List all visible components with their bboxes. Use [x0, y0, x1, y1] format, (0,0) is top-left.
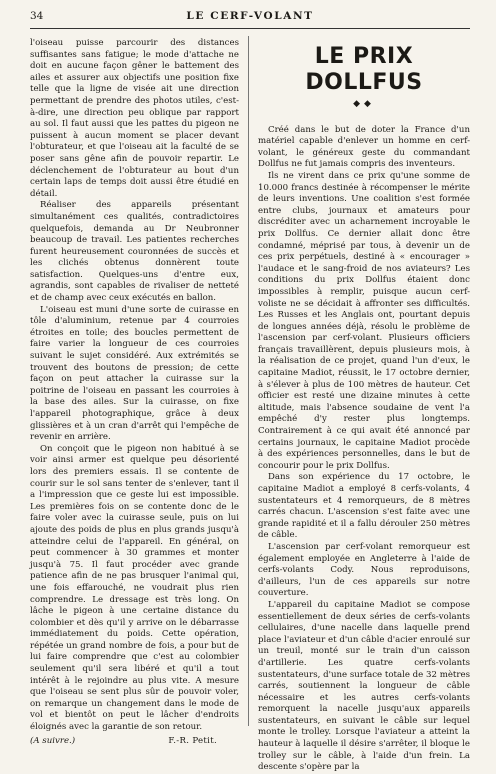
article-title: LE PRIX DOLLFUS — [305, 44, 423, 95]
author-name: F.-R. Petit. — [168, 735, 217, 746]
paragraph: L'appareil du capitaine Madiot se compose essentiellement de deux séries de cerfs-volants cellulaires, d'une nacelle dans laquelle prend place l'aviateur et d'un câble d'acier enroulé sur un treuil, monté sur le train d'un caisson d'artillerie. Les quatre cerfs-volants sustentateurs, d'une surface totale de 32 mètres carrés, soutiennent la longueur de câble nécessaire et les autres cerfs-volants remorquent la nacelle jusqu'aux appareils sustentateurs, en suivant le câble sur lequel monte le trolley. Lorsque l'aviateur a atteint la hauteur à laquelle il désire s'arrêter, il bloque le trolley sur le câble, à l'aide d'un frein. La descente s'opère par la — [258, 599, 470, 773]
page-header — [30, 10, 470, 26]
journal-title: LE CERF-VOLANT — [186, 10, 314, 22]
paragraph: Réaliser des appareils présentant simultanément ces qualités, contradictoires quelquefois, demanda au Dr Neubronner beaucoup de travail. Les patientes recherches furent heureusement couronnées de succès et les clichés obtenus donnèrent toute satisfaction. Quelques-uns d'entre eux, agrandis, sont capables de rivaliser de netteté et de champ avec ceux exécutés en ballon. — [30, 200, 239, 304]
column-divider — [248, 36, 249, 726]
header-rule — [30, 28, 470, 29]
paragraph: L'ascension par cerf-volant remorqueur est également employée en Angleterre à l'aide de cerfs-volants Cody. Nous reproduisons, d'ailleurs, l'un de ces appareils sur notre couverture. — [258, 541, 470, 599]
right-column — [258, 44, 470, 774]
diamond-ornament-icon: ◆◆ — [353, 99, 375, 109]
paragraph: L'oiseau est muni d'une sorte de cuirasse en tôle d'aluminium, retenue par 4 courroies étroites en toile; des boucles permettent de faire varier la longueur de ces courroies suivant le sujet considéré. Aux extrémités se trouvent des boutons de pression; de cette façon on peut attacher la cuirasse sur la poitrine de l'oiseau en passant les courroies à la base des ailes. Sur la cuirasse, on fixe l'appareil photographique, grâce à deux glissières et à un cran d'arrêt qui l'empêche de revenir en arrière. — [30, 304, 239, 443]
article-signature — [30, 736, 239, 748]
continuation-note: (A suivre.) — [30, 735, 76, 746]
paragraph: l'oiseau puisse parcourir des distances suffisantes sans fatigue; le mode d'attache ne doit en aucune façon gêner le battement des ailes et assurer aux objectifs une position fixe telle que la ligne de visée ait une direction permettant de prendre des photos utiles, c'est-à-dire, une direction peu oblique par rapport au sol. Il faut aussi que les pattes du pigeon ne puissent à aucun moment se placer devant l'obturateur, et que l'oiseau ait la faculté de se poser sans gêne afin de pouvoir repartir. Le déclenchement de l'obturateur au bout d'un certain laps de temps doit aussi être étudié en détail. — [30, 38, 239, 199]
paragraph: Ils ne virent dans ce prix qu'une somme de 10.000 francs destinée à récompenser le mérite de leurs inventions. Une coalition s'est formée entre clubs, journaux et amateurs pour discréditer avec un acharnement incroyable le prix Dollfus. Ce dernier allait donc être condamné, méprisé par tous, à devenir un de ces prix perpétuels, destiné à « encourager » l'audace et le sang-froid de nos aviateurs? Les conditions du prix Dollfus étaient donc impossibles à remplir, puisque aucun cerf-voliste ne se décidait à affronter ses difficultés. Les Russes et les Anglais ont, pourtant depuis de longues années déjà, résolu le problème de l'ascension par cerf-volant. Plusieurs officiers français travaillèrent, depuis plusieurs mois, à la réalisation de ce projet, quand l'un d'eux, le capitaine Madiot, réussit, le 17 octobre dernier, à s'élever à plus de 100 mètres de hauteur. Cet officier est resté une dizaine minutes à cette altitude, mais l'absence soudaine de vent l'a empêché d'y rester plus longtemps. Contrairement à ce qui avait été annoncé par certains journaux, le capitaine Madiot procède à des expériences personnelles, dans le but de concourir pour le prix Dollfus. — [258, 170, 470, 471]
left-column — [30, 38, 239, 747]
paragraph: Créé dans le but de doter la France d'un matériel capable d'enlever un homme en cerf-volant, le généreux geste du commandant Dollfus ne fut jamais compris des inventeurs. — [258, 124, 470, 170]
page-number: 34 — [30, 10, 44, 22]
paragraph: On conçoit que le pigeon non habitué à se voir ainsi armer est quelque peu désorienté lors des premiers essais. Il se contente de courir sur le sol sans tenter de s'enlever, tant il a l'impression que ce geste lui est impossible. Les premières fois on se contente donc de le faire voler avec la cuirasse seule, puis on lui ajoute des poids de plus en plus grands jusqu'à atteindre celui de l'appareil. En général, on peut commencer à 30 grammes et monter jusqu'à 75. Il faut procéder avec grande patience afin de ne pas brusquer l'animal qui, une fois effarouché, ne voudrait plus rien comprendre. Le dressage est très long. On lâche le pigeon à une certaine distance du colombier et dès qu'il y arrive on le débarrasse immédiatement du poids. Cette opération, répétée un grand nombre de fois, a pour but de lui faire comprendre que c'est au colombier seulement qu'il sera libéré et qu'il a tout intérêt à le rejoindre au plus vite. A mesure que l'oiseau se sent plus sûr de pouvoir voler, on remarque un changement dans le mode de vol et bientôt on peut le lâcher d'endroits éloignés avec la garantie de son retour. — [30, 443, 239, 733]
paragraph: Dans son expérience du 17 octobre, le capitaine Madiot a employé 8 cerfs-volants, 4 sustentateurs et 4 remorqueurs, de 8 mètres carrés chacun. L'ascension s'est faite avec une grande rapidité et il a fallu dérouler 250 mètres de câble. — [258, 472, 470, 541]
